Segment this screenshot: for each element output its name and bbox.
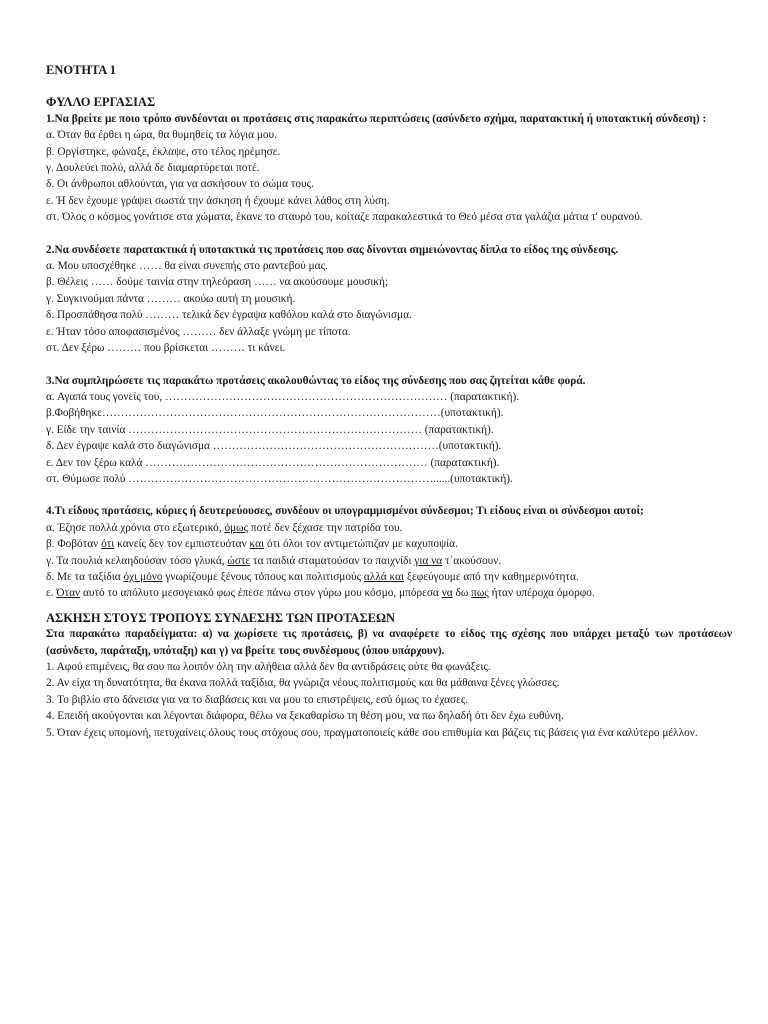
question-1-item-b: β. Οργίστηκε, φώναξε, έκλαψε, στο τέλος ηρέμησε. xyxy=(46,145,281,158)
question-2-item-a: α. Μου υποσχέθηκε …… θα είναι συνεπής στο ραντεβού μας. xyxy=(46,260,328,273)
question-2-item-d: δ. Προσπάθησα πολύ ……… τελικά δεν έγραψα καθόλου καλά στο διαγώνισμα. xyxy=(46,309,412,322)
question-4-item-c-text: τ΄ακούσουν. xyxy=(442,554,502,567)
question-4-item-c-text: τα παιδιά σταματούσαν το παιχνίδι xyxy=(250,554,415,567)
question-4-item-e xyxy=(46,585,732,601)
question-3-item-c: γ. Είδε την ταινία …………………………………………………………………… (παρατακτική). xyxy=(46,423,494,436)
exercise-title: ΑΣΚΗΣΗ ΣΤΟΥΣ ΤΡΟΠΟΥΣ ΣΥΝΔΕΣΗΣ ΤΩΝ ΠΡΟΤΑΣΕΩΝ xyxy=(46,610,396,625)
question-3-item-f: στ. Θύμωσε πολύ ………………………………………………………………………......(υποτακτική). xyxy=(46,472,513,485)
question-4-item-b-text: β. Φοβόταν xyxy=(46,538,102,551)
underlined-conjunction: Όταν xyxy=(56,587,81,600)
underlined-conjunction: ότι xyxy=(101,538,115,551)
exercise-item-1: 1. Αφού επιμένεις, θα σου πω λοιπόν όλη την αλήθεια αλλά δεν θα αντιδράσεις ούτε θα φωνάξεις. xyxy=(46,661,491,673)
question-2-item-c: γ. Συγκινούμαι πάντα ……… ακούω αυτή τη μουσική. xyxy=(46,292,296,305)
worksheet-page xyxy=(46,62,732,741)
exercise-item-2: 2. Αν είχα τη δυνατότητα, θα έκανα πολλά ταξίδια, θα γνώριζα νέους πολιτισμούς και θα μάθαινα ξένες γλώσσες. xyxy=(46,677,560,690)
question-4-item-e-text: αυτό το απόλυτο μεσογειακό φως έπεσε πάνω στον γύρω μου κόσμο, μπόρεσα xyxy=(80,587,442,600)
question-3-prompt: 3.Να συμπληρώσετε τις παρακάτω προτάσεις ακολουθώντας το είδος της σύνδεσης που σας ζητείται κάθε φορά. xyxy=(46,374,586,387)
question-1-item-e: ε. Ή δεν έχουμε γράψει σωστά την άσκηση ή έχουμε κάνει λάθος στη λύση. xyxy=(46,194,390,207)
underlined-conjunction: όμως xyxy=(224,521,249,534)
question-4-item-d-text: δ. Με τα ταξίδια xyxy=(46,570,124,583)
underlined-conjunction: και xyxy=(249,538,265,551)
underlined-conjunction: αλλά και xyxy=(363,570,405,583)
question-1-item-a: α. Όταν θα έρθει η ώρα, θα θυμηθείς τα λόγια μου. xyxy=(46,129,277,142)
question-4-item-a-text: ποτέ δεν ξέχασε την πατρίδα του. xyxy=(248,521,403,534)
question-4-item-d-text: γνωρίζουμε ξένους τόπους και πολιτισμούς xyxy=(162,570,364,583)
question-3-item-d: δ. Δεν έγραψε καλά στο διαγώνισμα ……………………………………………………(υποτακτική). xyxy=(46,440,502,453)
question-2-prompt: 2.Να συνδέσετε παρατακτικά ή υποτακτικά τις προτάσεις που σας δίνονται σημειώνοντας δίπλα το είδος της σύνδεσης. xyxy=(46,243,619,256)
question-2-item-f: στ. Δεν ξέρω ……… που βρίσκεται ……… τι κάνει. xyxy=(46,342,286,355)
underlined-conjunction: ώστε xyxy=(227,554,251,567)
worksheet-title: ΦΥΛΛΟ ΕΡΓΑΣΙΑΣ xyxy=(46,95,156,110)
question-4-item-e-text: ε. xyxy=(46,587,57,600)
question-3-item-a: α. Αγαπά τους γονείς του, ………………………………………………………………… (παρατακτική). xyxy=(46,390,520,403)
exercise-item-5: 5. Όταν έχεις υπομονή, πετυχαίνεις όλους τους στόχους σου, πραγματοποιείς κάθε σου επιθυμία και βάζεις τις βάσεις για ένα καλύτερο μέλλον. xyxy=(46,726,698,739)
question-2-item-b: β. Θέλεις …… δούμε ταινία στην τηλεόραση …… να ακούσουμε μουσική; xyxy=(46,276,389,289)
question-4-item-d xyxy=(46,569,732,585)
question-4-item-c xyxy=(46,553,732,569)
exercise-prompt: Στα παρακάτω παραδείγματα: α) να χωρίσετε τις προτάσεις, β) να αναφέρετε το είδος της σχέσης που υπάρχει μεταξύ των προτάσεων (ασύνδετο, παράταξη, υπόταξη) και γ) να βρείτε τους συνδέσμους (όπου υπάρχουν). xyxy=(46,628,732,657)
question-4-item-b xyxy=(46,536,732,552)
question-4-item-b-text: κανείς δεν τον εμπιστευόταν xyxy=(114,538,250,551)
question-1-item-c: γ. Δουλεύει πολύ, αλλά δε διαμαρτύρεται ποτέ. xyxy=(46,162,260,175)
underlined-conjunction: πως xyxy=(471,587,489,600)
question-3-item-e: ε. Δεν τον ξέρω καλά ………………………………………………………………… (παρατακτική). xyxy=(46,456,500,469)
underlined-conjunction: να xyxy=(441,587,453,600)
question-3-item-b: β.Φοβήθηκε………………………………………………………………………………(υποτακτική). xyxy=(46,407,504,420)
unit-title: ΕΝΟΤΗΤΑ 1 xyxy=(46,63,116,77)
exercise-item-4: 4. Επειδή ακούγονται και λέγονται διάφορα, θέλω να ξεκαθαρίσω τη θέση μου, να πω δηλαδή ότι δεν έχω ευθύνη. xyxy=(46,710,564,723)
exercise-item-3: 3. Το βιβλίο στο δάνεισα για να το διαβάσεις και να μου το επιστρέψεις, εσύ όμως το έχασες. xyxy=(46,693,469,706)
question-1-item-d: δ. Οι άνθρωποι αθλούνται, για να ασκήσουν το σώμα τους. xyxy=(46,178,314,191)
question-4-prompt: 4.Τι είδους προτάσεις, κύριες ή δευτερεύουσες, συνδέουν οι υπογραμμισμένοι σύνδεσμοι; Τι είδους είναι οι σύνδεσμοι αυτοί; xyxy=(46,505,644,518)
question-4-item-b-text: ότι όλοι τον αντιμετώπιζαν με καχυποψία. xyxy=(264,538,458,551)
question-1-prompt: 1.Να βρείτε με ποιο τρόπο συνδέονται οι προτάσεις στις παρακάτω περιπτώσεις (ασύνδετο σχήμα, παρατακτική ή υποτακτική σύνδεση) : xyxy=(46,112,707,125)
question-4-item-c-text: γ. Τα πουλιά κελαηδούσαν τόσο γλυκά, xyxy=(46,554,228,567)
underlined-conjunction: για να xyxy=(414,554,443,567)
question-4-item-a xyxy=(46,520,732,536)
question-4-item-e-text: δω xyxy=(452,587,472,600)
question-4-item-d-text: ξεφεύγουμε από την καθημερινότητα. xyxy=(404,570,579,583)
question-1-item-f: στ. Όλος ο κόσμος γονάτισε στα χώματα, έκανε το σταυρό του, κοίταζε παρακαλεστικά το Θεό μέσα στα γαλάζια μάτια τ' ουρανού. xyxy=(46,211,643,224)
question-2-item-e: ε. Ήταν τόσο αποφασισμένος ……… δεν άλλαξε γνώμη με τίποτα. xyxy=(46,325,351,338)
question-4-item-e-text: ήταν υπέροχα όμορφο. xyxy=(488,587,595,600)
question-4-item-a-text: α. Έζησε πολλά χρόνια στο εξωτερικό, xyxy=(46,521,225,534)
underlined-conjunction: όχι μόνο xyxy=(123,570,163,583)
